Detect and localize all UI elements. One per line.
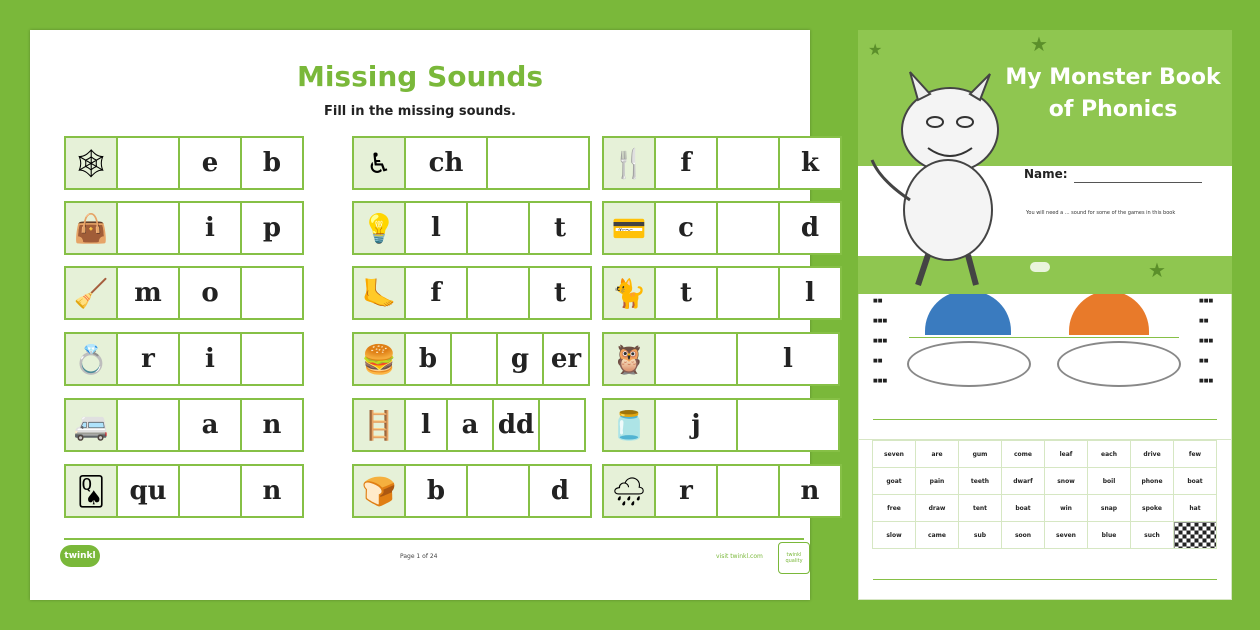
cover-instruction: You will need a ... sound for some of the games in this book xyxy=(1026,210,1176,216)
blank-letter-box[interactable] xyxy=(450,334,496,384)
blank-letter-box[interactable] xyxy=(716,203,778,253)
table-cell: free xyxy=(873,495,916,522)
booklet-title-line1: My Monster Book xyxy=(1005,65,1221,90)
rain-cloud-icon: 🌧 xyxy=(604,466,654,516)
table-row xyxy=(873,522,1217,549)
letter-box: p xyxy=(240,203,302,253)
word-row xyxy=(64,398,304,452)
name-label: Name: xyxy=(1024,167,1068,181)
wheelchair-icon: ♿ xyxy=(354,138,404,188)
table-cell: slow xyxy=(873,522,916,549)
word-row xyxy=(64,266,304,320)
table-row xyxy=(873,441,1217,468)
word-row xyxy=(352,201,592,255)
letter-box: t xyxy=(528,268,590,318)
booklet-page-plates xyxy=(858,280,1232,440)
blank-letter-box[interactable] xyxy=(716,466,778,516)
booklet-title xyxy=(998,62,1228,126)
plate-right-icon xyxy=(1057,341,1181,387)
blank-letter-box[interactable] xyxy=(486,138,588,188)
cover-logo xyxy=(1030,262,1050,272)
table-cell: soon xyxy=(1002,522,1045,549)
table-footer-line xyxy=(873,579,1217,580)
star-icon: ★ xyxy=(868,40,883,59)
letter-box: i xyxy=(178,203,240,253)
footer-divider xyxy=(64,538,804,540)
blank-letter-box[interactable] xyxy=(736,400,838,450)
owl-icon: 🦉 xyxy=(604,334,654,384)
van-icon: 🚐 xyxy=(66,400,116,450)
letter-box: b xyxy=(404,466,466,516)
letter-box: l xyxy=(404,203,466,253)
blank-letter-box[interactable] xyxy=(466,268,528,318)
letter-box: t xyxy=(654,268,716,318)
mop-icon: 🧹 xyxy=(66,268,116,318)
word-row xyxy=(64,136,304,190)
table-cell: came xyxy=(916,522,959,549)
twinkl-logo: twinkl xyxy=(60,545,100,567)
spider-web-icon: 🕸 xyxy=(66,138,116,188)
word-row xyxy=(602,398,840,452)
worksheet-page xyxy=(30,30,820,600)
letter-box: d xyxy=(528,466,590,516)
letter-box: e xyxy=(178,138,240,188)
jar-icon: 🫙 xyxy=(604,400,654,450)
table-cell: boil xyxy=(1088,468,1131,495)
table-cell: boat xyxy=(1002,495,1045,522)
table-cell: pain xyxy=(916,468,959,495)
bag-icon: 👜 xyxy=(66,203,116,253)
foot-icon: 🦶 xyxy=(354,268,404,318)
letter-box: i xyxy=(178,334,240,384)
booklet-title-line2: of Phonics xyxy=(1048,97,1178,122)
word-row xyxy=(352,332,590,386)
queen-card-icon: 🂭 xyxy=(66,466,116,516)
blank-letter-box[interactable] xyxy=(116,203,178,253)
monster-illustration-icon xyxy=(860,60,1020,290)
word-row xyxy=(352,464,592,518)
blank-letter-box[interactable] xyxy=(178,466,240,516)
letter-box: l xyxy=(778,268,840,318)
letter-box: n xyxy=(240,466,302,516)
word-row xyxy=(64,332,304,386)
letter-box: k xyxy=(778,138,840,188)
table-cell: teeth xyxy=(959,468,1002,495)
blank-letter-box[interactable] xyxy=(538,400,584,450)
table-cell: snap xyxy=(1088,495,1131,522)
table-cell: win xyxy=(1045,495,1088,522)
quality-badge: twinkl quality xyxy=(778,542,810,574)
right-word-list: ■■■ ■■ ■■■ ■■ ■■■ xyxy=(1199,298,1214,384)
table-cell: goat xyxy=(873,468,916,495)
table-row xyxy=(873,495,1217,522)
blank-letter-box[interactable] xyxy=(654,334,736,384)
plates-footer-line xyxy=(873,419,1217,420)
letter-box: a xyxy=(178,400,240,450)
worksheet-title: Missing Sounds xyxy=(296,60,544,93)
blank-letter-box[interactable] xyxy=(240,334,302,384)
word-row xyxy=(352,398,586,452)
table-cell: are xyxy=(916,441,959,468)
table-cell: snow xyxy=(1045,468,1088,495)
letter-box: r xyxy=(654,466,716,516)
card-icon: 💳 xyxy=(604,203,654,253)
table-row xyxy=(873,468,1217,495)
name-field-line xyxy=(1074,182,1202,183)
table-cell xyxy=(1174,522,1217,549)
letter-box: qu xyxy=(116,466,178,516)
word-row xyxy=(64,464,304,518)
letter-box: g xyxy=(496,334,542,384)
letter-box: b xyxy=(240,138,302,188)
table-cell: dwarf xyxy=(1002,468,1045,495)
letter-box: d xyxy=(778,203,840,253)
letter-box: dd xyxy=(492,400,538,450)
lamp-icon: 💡 xyxy=(354,203,404,253)
blank-letter-box[interactable] xyxy=(466,203,528,253)
worksheet-subtitle: Fill in the missing sounds. xyxy=(323,104,516,119)
phonics-booklet xyxy=(858,30,1232,600)
table-cell: tent xyxy=(959,495,1002,522)
blank-letter-box[interactable] xyxy=(716,138,778,188)
letter-box: j xyxy=(654,400,736,450)
plate-left-icon xyxy=(907,341,1031,387)
word-row xyxy=(602,201,842,255)
word-row xyxy=(602,332,840,386)
blank-letter-box[interactable] xyxy=(716,268,778,318)
star-icon: ★ xyxy=(1030,32,1048,56)
letter-box: o xyxy=(178,268,240,318)
table-cell: few xyxy=(1174,441,1217,468)
monster-orange-icon xyxy=(1069,291,1149,335)
site-url: visit twinkl.com xyxy=(716,553,763,560)
page-number: Page 1 of 24 xyxy=(400,553,438,560)
word-row xyxy=(602,266,842,320)
table-cell: seven xyxy=(1045,522,1088,549)
blank-letter-box[interactable] xyxy=(116,138,178,188)
word-row xyxy=(602,464,842,518)
letter-box: ch xyxy=(404,138,486,188)
table-cell: seven xyxy=(873,441,916,468)
table-cell: come xyxy=(1002,441,1045,468)
letter-box: t xyxy=(528,203,590,253)
table-cell: sub xyxy=(959,522,1002,549)
letter-box: l xyxy=(404,400,446,450)
word-row xyxy=(602,136,842,190)
word-table xyxy=(872,440,1217,549)
monster-blue-icon xyxy=(925,291,1011,335)
table-cell: such xyxy=(1131,522,1174,549)
blank-letter-box[interactable] xyxy=(466,466,528,516)
letter-box: f xyxy=(654,138,716,188)
letter-box: n xyxy=(778,466,840,516)
word-row xyxy=(352,136,590,190)
table-cell: each xyxy=(1088,441,1131,468)
blank-letter-box[interactable] xyxy=(240,268,302,318)
plates-divider xyxy=(909,337,1179,338)
letter-box: l xyxy=(736,334,838,384)
letter-box: f xyxy=(404,268,466,318)
fork-icon: 🍴 xyxy=(604,138,654,188)
burger-icon: 🍔 xyxy=(354,334,404,384)
ladder-icon: 🪜 xyxy=(354,400,404,450)
letter-box: c xyxy=(654,203,716,253)
table-cell: spoke xyxy=(1131,495,1174,522)
table-cell: hat xyxy=(1174,495,1217,522)
letter-box: r xyxy=(116,334,178,384)
word-row xyxy=(64,201,304,255)
table-cell: leaf xyxy=(1045,441,1088,468)
blank-letter-box[interactable] xyxy=(116,400,178,450)
table-cell: drive xyxy=(1131,441,1174,468)
letter-box: a xyxy=(446,400,492,450)
table-cell: gum xyxy=(959,441,1002,468)
letter-box: n xyxy=(240,400,302,450)
booklet-cover xyxy=(858,30,1232,294)
ring-icon: 💍 xyxy=(66,334,116,384)
letter-box: m xyxy=(116,268,178,318)
letter-box: er xyxy=(542,334,588,384)
bread-icon: 🍞 xyxy=(354,466,404,516)
letter-box: b xyxy=(404,334,450,384)
table-cell: phone xyxy=(1131,468,1174,495)
table-cell: draw xyxy=(916,495,959,522)
star-icon: ★ xyxy=(1148,258,1166,282)
table-cell: boat xyxy=(1174,468,1217,495)
table-cell: blue xyxy=(1088,522,1131,549)
left-word-list: ■■ ■■■ ■■■ ■■ ■■■ xyxy=(873,298,888,384)
word-row xyxy=(352,266,592,320)
cat-icon: 🐈 xyxy=(604,268,654,318)
